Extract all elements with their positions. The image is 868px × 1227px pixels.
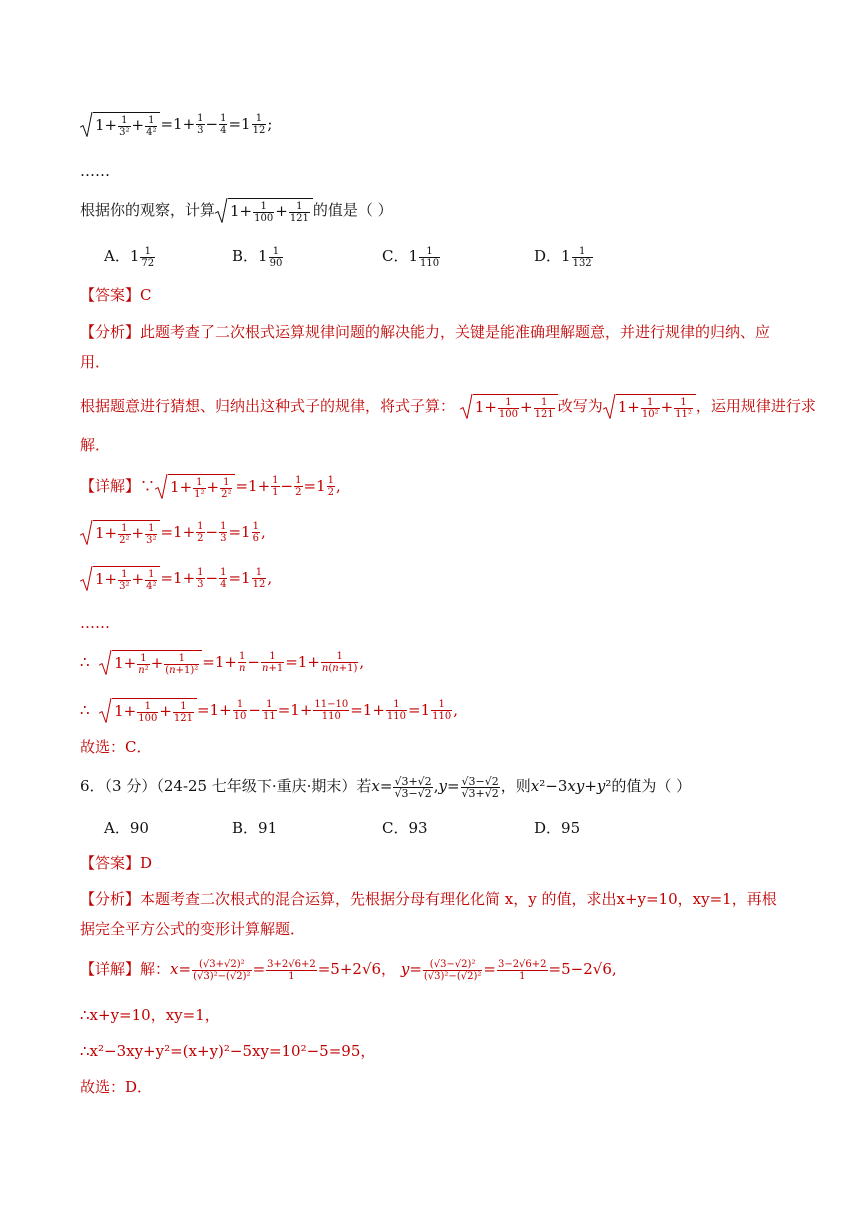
q5-analysis-3: 解． [80,436,111,454]
ellipsis: …… [80,162,110,180]
q6-option-b: B．91 [232,819,278,837]
option-a: A．1 $\frac{1}{72}$ [104,245,155,269]
option-d: D．1 $\frac{1}{132}$ [534,245,592,269]
q6-analysis: 【分析】本题考查二次根式的混合运算，先根据分母有理化化简 x，y 的值，求出x+y=10，xy=1，再根据完全平方公式的变形计算解题． [80,890,777,938]
option-b: B．1 $\frac{1}{90}$ [232,245,283,269]
q5-answer: 【答案】C [80,286,152,304]
q5-detail-final: ∴ 1+ $\frac{1}{100}$ + $\frac{1}{121}$ =1+ $\frac{1}{10}$ − $\frac{1}{11}$ =1+ $\frac{11-10}{110}$ =1+ $\frac{1}{110}$ =1 $\frac{1}{110}$ , [80,699,459,724]
q5-analysis: 【分析】此题考查了二次根式运算规律问题的解决能力，关键是能准确理解题意，并进行规律的归纳、应用． [80,323,771,371]
q6-answer: 【答案】D [80,854,153,872]
q6-detail-3: ∴x²−3xy+y²=(x+y)²−5xy=10²−5=95， [80,1042,376,1060]
q6-option-d: D．95 [534,819,581,837]
q6-option-a: A．90 [104,819,149,837]
q5-detail-general: ∴ 1+ $\frac{1}{\text{n²}}$ + $\frac{1}{\text{(n+1)²}}$ =1+ $\frac{1}{n}$ − $\frac{1}{n+1}$ =1+ $\frac{1}{n(n+1)}$ , [80,651,365,676]
question-5-stem: 根据你的观察，计算 1+ $\frac{1}{100}$ + $\frac{1}{121}$ 的值是（ ） [80,198,393,224]
q6-option-c: C．93 [382,819,428,837]
q6-detail-1: 【详解】解：x= $\frac{\text{(√3+√2)²}}{\text{(√3)²−(√2)²}}$ = $\frac{3+2√6+2}{1}$ =5+2√6， y= $\frac{\text{(√3−√2)²}}{\text{(√3)²−(√2)²}}$ = $\frac{3-2√6+2}{1}$ =5−2√6, [80,958,617,982]
q5-detail-2: 1+ $\frac{1}{\text{2²}}$ + $\frac{1}{\text{3²}}$ =1+ $\frac{1}{2}$ − $\frac{1}{3}$ =1 $\frac{1}{6}$ , [80,520,266,546]
q6-choose: 故选：D． [80,1078,153,1096]
q5-choose: 故选：C． [80,738,152,756]
q6-detail-2: ∴x+y=10，xy=1， [80,1006,220,1024]
q5-analysis-2: 根据题意进行猜想、归纳出这种式子的规律，将式子算： 1+ $\frac{1}{100}$ + $\frac{1}{121}$ 改写为 1+ $\frac{1}{\text{10²}}$ + $\frac{1}{\text{11²}}$ ，运用规律进行求 [80,394,816,420]
option-c: C．1 $\frac{1}{110}$ [382,245,440,269]
q5-detail-3: 1+ $\frac{1}{\text{3²}}$ + $\frac{1}{\text{4²}}$ =1+ $\frac{1}{3}$ − $\frac{1}{4}$ =1 $\frac{1}{12}$ , [80,566,272,592]
ellipsis-2: …… [80,614,110,632]
q5-detail-1: 【详解】∵ 1+ $\frac{1}{\text{1²}}$ + $\frac{1}{\text{2²}}$ =1+ $\frac{1}{1}$ − $\frac{1}{2}$ =1 $\frac{1}{2}$ , [80,475,341,500]
question-6-stem: 6．（3 分）（24-25 七年级下·重庆·期末）若x= $\frac{√3+√2}{√3-√2}$ ,y= $\frac{√3-√2}{√3+√2}$ ，则x²−3xy+y²的值为（ ） [80,774,692,800]
formula-line-top: 1+ $\frac{1}{\text{3²}}$ + $\frac{1}{\text{4²}}$ =1+ $\frac{1}{3}$ − $\frac{1}{4}$ =1 $\frac{1}{12}$ ; [80,112,272,138]
